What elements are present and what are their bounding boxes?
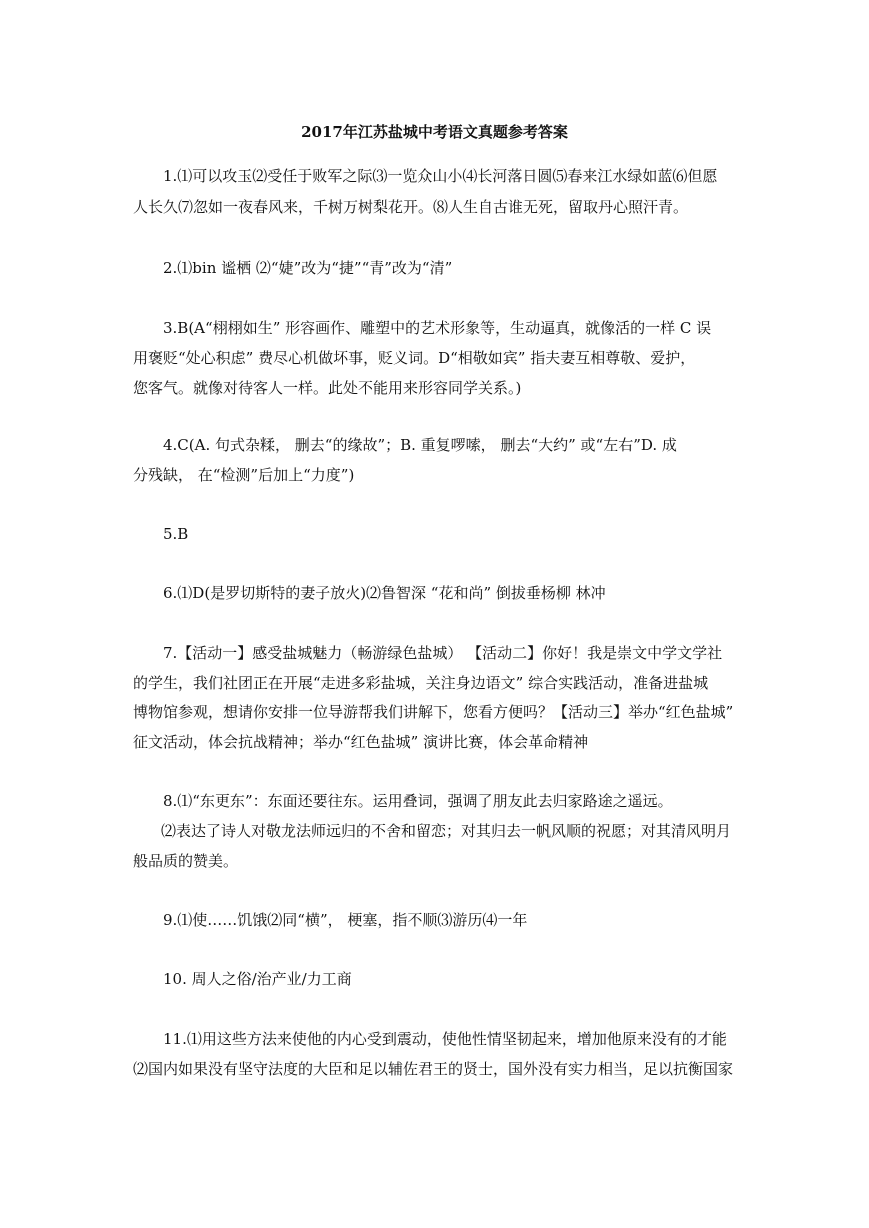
answer-1-line-2: 人长久⑺忽如一夜春风来，千树万树梨花开。⑻人生自古谁无死，留取丹心照汗青。 bbox=[133, 198, 689, 216]
answer-7-line-1: 7.【活动一】感受盐城魅力（畅游绿色盐城） 【活动二】你好！我是崇文中学文学社 bbox=[163, 644, 723, 662]
answer-7-line-4: 征文活动，体会抗战精神；举办“红色盐城” 演讲比赛，体会革命精神 bbox=[133, 733, 589, 751]
answer-6-line-1: 6.⑴D(是罗切斯特的妻子放火)⑵鲁智深 “花和尚” 倒拔垂杨柳 林冲 bbox=[163, 584, 606, 602]
answer-8-line-3: 般品质的赞美。 bbox=[133, 852, 239, 870]
answer-3-line-2: 用褒贬“处心积虑” 费尽心机做坏事，贬义词。D“相敬如宾” 指夫妻互相尊敬、爱护， bbox=[133, 349, 696, 367]
answer-5-line-1: 5.B bbox=[163, 525, 189, 543]
answer-2-line-1: 2.⑴bin 谧栖 ⑵“婕”改为“捷”“青”改为“清” bbox=[163, 259, 453, 277]
answer-11-line-1: 11.⑴用这些方法来使他的内心受到震动，使他性情坚韧起来，增加他原来没有的才能 bbox=[163, 1030, 727, 1048]
page-title: 2017年江苏盐城中考语文真题参考答案 bbox=[301, 123, 568, 141]
answer-11-line-2: ⑵国内如果没有坚守法度的大臣和足以辅佐君王的贤士，国外没有实力相当，足以抗衡国家 bbox=[133, 1060, 734, 1078]
answer-4-line-1: 4.C(A. 句式杂糅， 删去“的缘故”；B. 重复啰嗦， 删去“大约” 或“左右”D. 成 bbox=[163, 436, 677, 454]
answer-9-line-1: 9.⑴使……饥饿⑵同“横”， 梗塞，指不顺⑶游历⑷一年 bbox=[163, 911, 528, 929]
answer-8-line-2: ⑵表达了诗人对敬龙法师远归的不舍和留恋；对其归去一帆风顺的祝愿；对其清风明月 bbox=[161, 822, 732, 840]
answer-1-line-1: 1.⑴可以攻玉⑵受任于败军之际⑶一览众山小⑷长河落日圆⑸春来江水绿如蓝⑹但愿 bbox=[163, 167, 718, 185]
answer-3-line-1: 3.B(A“栩栩如生” 形容画作、雕塑中的艺术形象等，生动逼真，就像活的一样 C 误 bbox=[163, 319, 712, 337]
answer-4-line-2: 分残缺， 在“检测”后加上“力度”) bbox=[133, 466, 355, 484]
answer-8-line-1: 8.⑴“东更东”：东面还要往东。运用叠词，强调了朋友此去归家路途之遥远。 bbox=[163, 792, 673, 810]
answer-10-line-1: 10. 周人之俗/治产业/力工商 bbox=[163, 970, 352, 988]
answer-7-line-2: 的学生，我们社团正在开展“走进多彩盐城，关注身边语文” 综合实践活动，准备进盐城 bbox=[133, 674, 709, 692]
answer-3-line-3: 您客气。就像对待客人一样。此处不能用来形容同学关系。) bbox=[133, 379, 522, 397]
answer-7-line-3: 博物馆参观，想请你安排一位导游帮我们讲解下，您看方便吗？【活动三】举办“红色盐城” bbox=[133, 703, 734, 721]
